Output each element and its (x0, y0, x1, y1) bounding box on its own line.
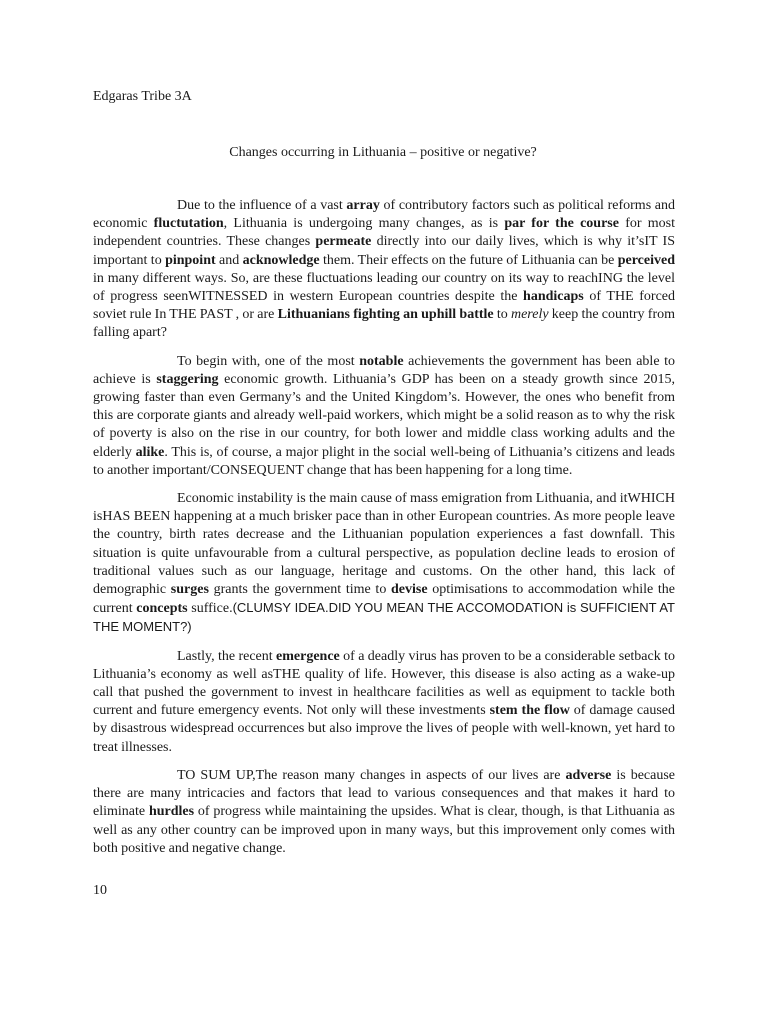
text-run: Due to the influence of a vast (177, 198, 347, 213)
bold-term: stem the flow (489, 703, 570, 719)
bold-term: perceived (617, 252, 675, 268)
paragraph-1 (93, 197, 675, 343)
bold-term: hurdles (148, 804, 195, 820)
text-run: of a deadly virus has proven to be a considerable setback to Lithuania’s economy as well asTHE quality of life. However, this disease is also acting as a wake-up call that pushed the government to invest in healthcare facilities as well as equipment to tackle both current and future emergency events. Not only will these investments (93, 648, 675, 719)
page-number: 10 (93, 883, 107, 898)
bold-term: adverse (565, 767, 612, 783)
bold-term: acknowledge (242, 252, 320, 268)
text-run: in many different ways. So, are these fluctuations leading our country on its way to reachING the level of progress seenWITNESSED in western European countries despite the (93, 270, 675, 305)
text-run: of damage caused by disastrous widespread occurrences but also improve the lives of people with well-known, yet hard to treat illnesses. (93, 703, 675, 755)
bold-term: alike (135, 444, 165, 460)
bold-term: staggering (156, 371, 219, 387)
text-run: . This is, of course, a major plight in the social well-being of Lithuania’s citizens and leads to another important/CONSEQUENT change that has been happening for a long time. (93, 444, 675, 478)
bold-term: fluctutation (153, 216, 224, 232)
text-run: to (493, 307, 511, 323)
bold-term: pinpoint (165, 252, 216, 268)
text-run: of THE forced soviet rule In THE PAST , or are (93, 289, 675, 323)
text-run: To begin with, one of the most (177, 353, 360, 369)
bold-term: par for the course (504, 216, 619, 232)
bold-term: concepts (136, 601, 188, 617)
editor-note: (CLUMSY IDEA.DID YOU MEAN THE ACCOMODATION is SUFFICIENT AT THE MOMENT?) (93, 600, 676, 635)
text-run: suffice. (187, 601, 233, 617)
paragraph-4 (93, 648, 675, 757)
paragraph-2 (93, 353, 675, 480)
text-run: is because there are many intricacies and factors that lead to various consequences and that makes it hard to eliminate (93, 767, 675, 820)
text-run: Lastly, the recent (177, 648, 277, 664)
text-run: them. Their effects on the future of Lithuania can be (319, 252, 618, 268)
text-run: keep the country from falling apart? (93, 307, 675, 341)
text-run: for most independent countries. These changes (93, 216, 675, 250)
text-run: grants the government time to (208, 582, 392, 598)
text-run: optimisations to accommodation while the current (93, 582, 675, 617)
bold-term: emergence (276, 648, 340, 664)
text-run: TO SUM UP,The reason many changes in aspects of our lives are (177, 767, 566, 783)
text-run: , Lithuania is undergoing many changes, as is (223, 216, 505, 232)
bold-term: array (346, 198, 380, 213)
bold-term: notable (359, 353, 404, 369)
bold-term: surges (170, 582, 209, 598)
paragraph-5 (93, 767, 675, 858)
paragraph-3 (93, 490, 675, 638)
text-run: achievements the government has been able to achieve is (93, 353, 675, 387)
bold-term: Lithuanians fighting an uphill battle (277, 307, 494, 323)
essay-title: Changes occurring in Lithuania – positive or negative? (229, 145, 537, 160)
text-run: Economic instability is the main cause of mass emigration from Lithuania, and itWHICH isHAS BEEN happening at a much brisker pace than in other European countries. As more people leave the country, birth rates decrease and the Lithuanian population experiences a fast downfall. This situation is quite unfavourable from a cultural perspective, as population decline leads to erosion of traditional values such as our language, heritage and customs. On the other hand, this lack of demographic (93, 491, 675, 598)
text-run: and (215, 252, 243, 268)
essay-body (93, 197, 675, 868)
text-run: of contributory factors such as political reforms and economic (93, 198, 676, 232)
bold-term: permeate (315, 234, 372, 250)
text-run: of progress while maintaining the upsides. What is clear, though, is that Lithuania as well as any other country can be improved upon in many ways, but this improvement only comes with both positive and negative change. (93, 804, 676, 856)
bold-term: handicaps (523, 289, 584, 305)
author-line: Edgaras Tribe 3A (93, 89, 192, 104)
text-run: directly into our daily lives, which is why it’sIT IS important to (93, 234, 675, 268)
italic-term: merely (510, 307, 549, 323)
text-run: economic growth. Lithuania’s GDP has been on a steady growth since 2015, growing faster than even Germany’s and the United Kingdom’s. However, the ones who benefit from this are corporate giants and already well-paid workers, which might be a solid reason as to why the risk of poverty is also on the rise in our country, for both lower and middle class working adults and the elderly (93, 371, 675, 460)
bold-term: devise (391, 582, 428, 598)
